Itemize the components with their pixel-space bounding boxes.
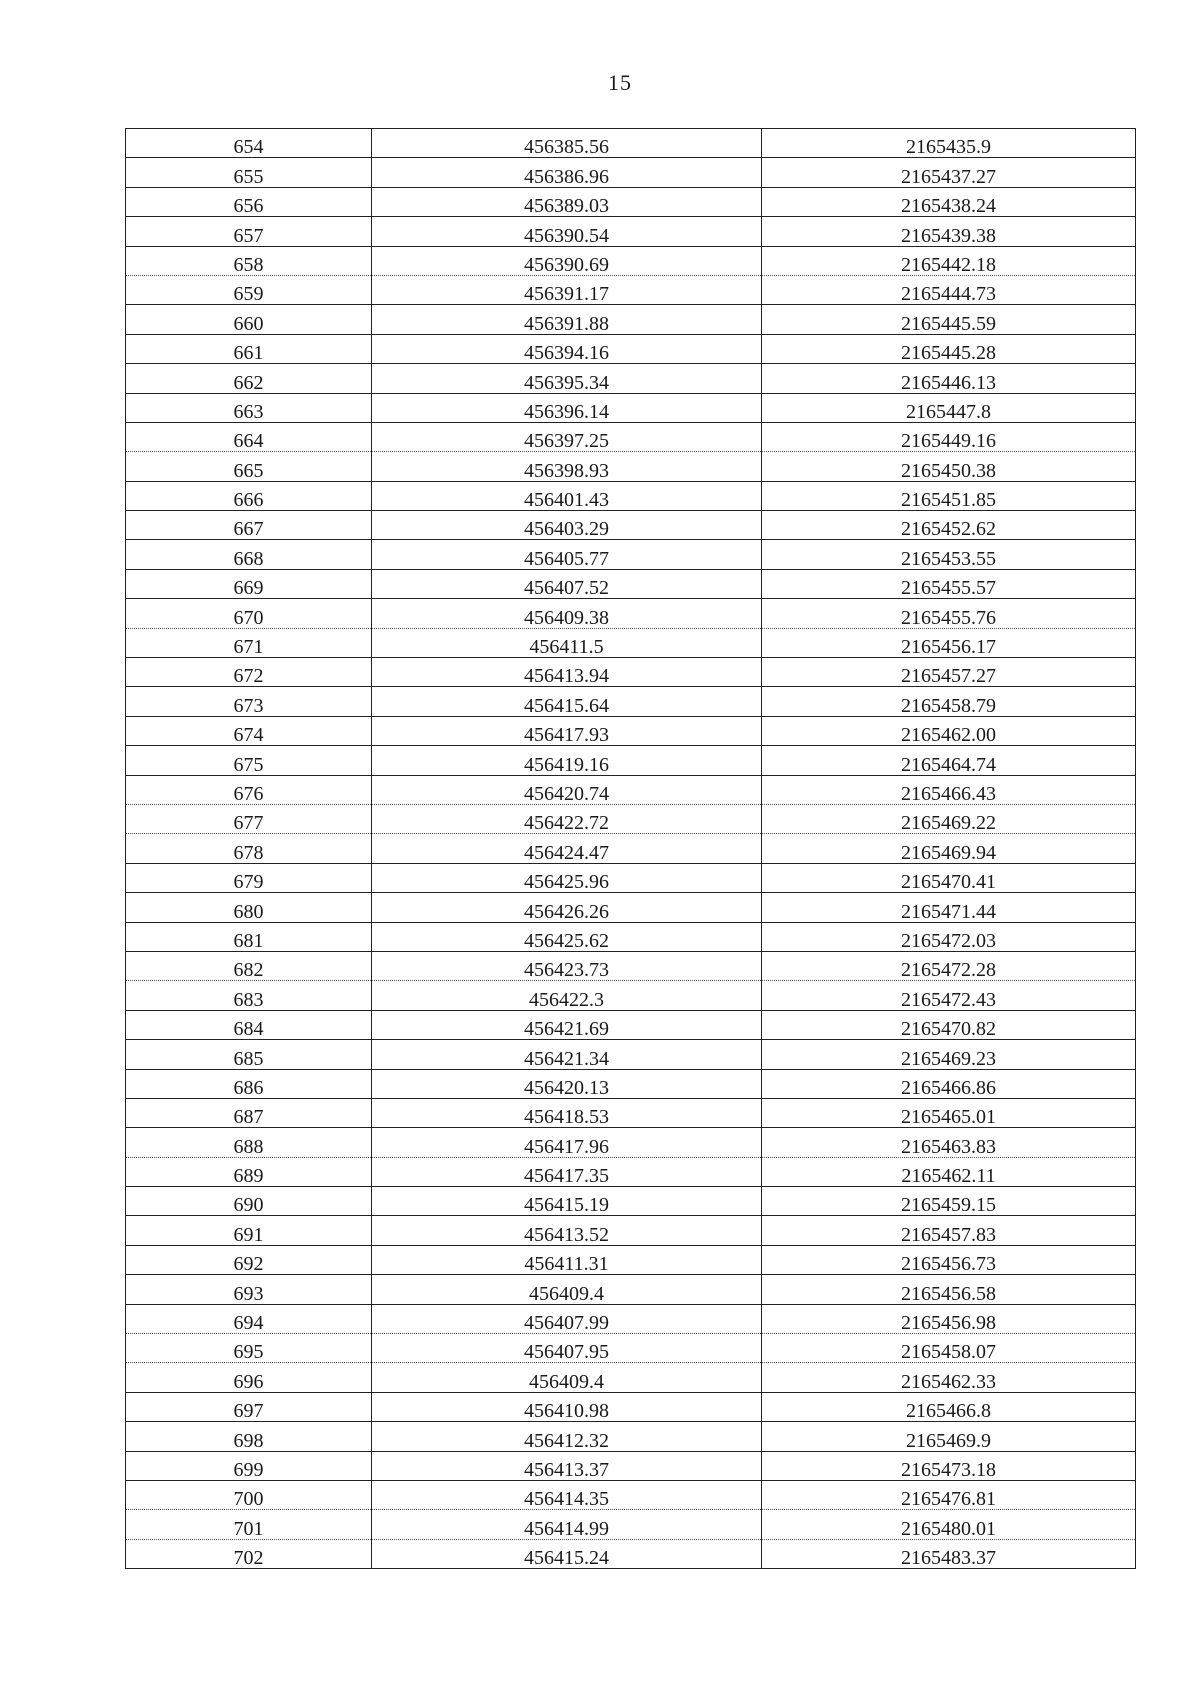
point-number-cell: 669	[126, 569, 372, 598]
x-coordinate-cell: 456397.25	[372, 422, 762, 451]
x-coordinate-cell: 456389.03	[372, 187, 762, 216]
point-number-cell: 695	[126, 1334, 372, 1363]
table-row	[126, 1216, 1136, 1245]
y-coordinate-cell: 2165466.43	[762, 775, 1136, 804]
y-coordinate-cell: 2165453.55	[762, 540, 1136, 569]
y-coordinate-cell: 2165472.03	[762, 922, 1136, 951]
x-coordinate-cell: 456395.34	[372, 364, 762, 393]
point-number-cell: 686	[126, 1069, 372, 1098]
point-number-cell: 671	[126, 628, 372, 657]
table-row	[126, 1363, 1136, 1392]
point-number-cell: 679	[126, 863, 372, 892]
y-coordinate-cell: 2165438.24	[762, 187, 1136, 216]
y-coordinate-cell: 2165458.07	[762, 1334, 1136, 1363]
x-coordinate-cell: 456425.96	[372, 863, 762, 892]
point-number-cell: 673	[126, 687, 372, 716]
y-coordinate-cell: 2165470.82	[762, 1010, 1136, 1039]
x-coordinate-cell: 456415.64	[372, 687, 762, 716]
point-number-cell: 677	[126, 804, 372, 833]
x-coordinate-cell: 456390.54	[372, 217, 762, 246]
y-coordinate-cell: 2165439.38	[762, 217, 1136, 246]
table-row	[126, 1128, 1136, 1157]
y-coordinate-cell: 2165470.41	[762, 863, 1136, 892]
x-coordinate-cell: 456410.98	[372, 1392, 762, 1421]
x-coordinate-cell: 456413.52	[372, 1216, 762, 1245]
point-number-cell: 661	[126, 334, 372, 363]
y-coordinate-cell: 2165449.16	[762, 422, 1136, 451]
point-number-cell: 689	[126, 1157, 372, 1186]
table-row	[126, 158, 1136, 187]
table-row	[126, 393, 1136, 422]
x-coordinate-cell: 456417.96	[372, 1128, 762, 1157]
point-number-cell: 687	[126, 1098, 372, 1127]
y-coordinate-cell: 2165435.9	[762, 129, 1136, 158]
x-coordinate-cell: 456396.14	[372, 393, 762, 422]
y-coordinate-cell: 2165447.8	[762, 393, 1136, 422]
y-coordinate-cell: 2165444.73	[762, 275, 1136, 304]
x-coordinate-cell: 456386.96	[372, 158, 762, 187]
table-row	[126, 599, 1136, 628]
page-number: 15	[608, 70, 632, 95]
x-coordinate-cell: 456409.4	[372, 1363, 762, 1392]
y-coordinate-cell: 2165445.28	[762, 334, 1136, 363]
x-coordinate-cell: 456422.3	[372, 981, 762, 1010]
y-coordinate-cell: 2165466.86	[762, 1069, 1136, 1098]
point-number-cell: 699	[126, 1451, 372, 1480]
table-row	[126, 658, 1136, 687]
table-row	[126, 246, 1136, 275]
x-coordinate-cell: 456409.4	[372, 1275, 762, 1304]
y-coordinate-cell: 2165472.43	[762, 981, 1136, 1010]
x-coordinate-cell: 456391.88	[372, 305, 762, 334]
table-row	[126, 1510, 1136, 1539]
table-row	[126, 893, 1136, 922]
x-coordinate-cell: 456414.99	[372, 1510, 762, 1539]
point-number-cell: 662	[126, 364, 372, 393]
point-number-cell: 658	[126, 246, 372, 275]
point-number-cell: 676	[126, 775, 372, 804]
x-coordinate-cell: 456422.72	[372, 804, 762, 833]
y-coordinate-cell: 2165476.81	[762, 1480, 1136, 1509]
point-number-cell: 683	[126, 981, 372, 1010]
y-coordinate-cell: 2165483.37	[762, 1539, 1136, 1568]
point-number-cell: 702	[126, 1539, 372, 1568]
x-coordinate-cell: 456421.69	[372, 1010, 762, 1039]
point-number-cell: 701	[126, 1510, 372, 1539]
x-coordinate-cell: 456385.56	[372, 129, 762, 158]
table-row	[126, 1304, 1136, 1333]
table-row	[126, 981, 1136, 1010]
table-row	[126, 1245, 1136, 1274]
y-coordinate-cell: 2165458.79	[762, 687, 1136, 716]
y-coordinate-cell: 2165456.58	[762, 1275, 1136, 1304]
table-row	[126, 1187, 1136, 1216]
table-row	[126, 275, 1136, 304]
table-row	[126, 187, 1136, 216]
y-coordinate-cell: 2165469.23	[762, 1040, 1136, 1069]
point-number-cell: 700	[126, 1480, 372, 1509]
table-row	[126, 422, 1136, 451]
x-coordinate-cell: 456398.93	[372, 452, 762, 481]
y-coordinate-cell: 2165462.11	[762, 1157, 1136, 1186]
x-coordinate-cell: 456418.53	[372, 1098, 762, 1127]
table-row	[126, 1069, 1136, 1098]
table-row	[126, 628, 1136, 657]
x-coordinate-cell: 456420.13	[372, 1069, 762, 1098]
y-coordinate-cell: 2165451.85	[762, 481, 1136, 510]
table-row	[126, 481, 1136, 510]
y-coordinate-cell: 2165480.01	[762, 1510, 1136, 1539]
point-number-cell: 692	[126, 1245, 372, 1274]
table-row	[126, 569, 1136, 598]
point-number-cell: 684	[126, 1010, 372, 1039]
table-row	[126, 1040, 1136, 1069]
table-row	[126, 452, 1136, 481]
table-row	[126, 1451, 1136, 1480]
point-number-cell: 667	[126, 511, 372, 540]
table-row	[126, 746, 1136, 775]
point-number-cell: 657	[126, 217, 372, 246]
point-number-cell: 696	[126, 1363, 372, 1392]
point-number-cell: 680	[126, 893, 372, 922]
x-coordinate-cell: 456417.35	[372, 1157, 762, 1186]
point-number-cell: 656	[126, 187, 372, 216]
x-coordinate-cell: 456414.35	[372, 1480, 762, 1509]
table-row	[126, 540, 1136, 569]
point-number-cell: 675	[126, 746, 372, 775]
point-number-cell: 664	[126, 422, 372, 451]
table-row	[126, 922, 1136, 951]
y-coordinate-cell: 2165457.83	[762, 1216, 1136, 1245]
table-row	[126, 834, 1136, 863]
y-coordinate-cell: 2165446.13	[762, 364, 1136, 393]
table-row	[126, 951, 1136, 980]
point-number-cell: 678	[126, 834, 372, 863]
y-coordinate-cell: 2165437.27	[762, 158, 1136, 187]
table-row	[126, 1098, 1136, 1127]
table-row	[126, 1422, 1136, 1451]
table-row	[126, 1392, 1136, 1421]
point-number-cell: 682	[126, 951, 372, 980]
y-coordinate-cell: 2165473.18	[762, 1451, 1136, 1480]
x-coordinate-cell: 456419.16	[372, 746, 762, 775]
y-coordinate-cell: 2165465.01	[762, 1098, 1136, 1127]
coordinates-table	[125, 128, 1136, 1569]
table-row	[126, 334, 1136, 363]
y-coordinate-cell: 2165472.28	[762, 951, 1136, 980]
x-coordinate-cell: 456417.93	[372, 716, 762, 745]
point-number-cell: 688	[126, 1128, 372, 1157]
x-coordinate-cell: 456407.99	[372, 1304, 762, 1333]
x-coordinate-cell: 456415.24	[372, 1539, 762, 1568]
x-coordinate-cell: 456401.43	[372, 481, 762, 510]
y-coordinate-cell: 2165464.74	[762, 746, 1136, 775]
coordinates-table-body	[126, 129, 1136, 1569]
x-coordinate-cell: 456407.52	[372, 569, 762, 598]
x-coordinate-cell: 456411.5	[372, 628, 762, 657]
y-coordinate-cell: 2165455.57	[762, 569, 1136, 598]
table-row	[126, 217, 1136, 246]
table-row	[126, 1334, 1136, 1363]
point-number-cell: 666	[126, 481, 372, 510]
y-coordinate-cell: 2165459.15	[762, 1187, 1136, 1216]
y-coordinate-cell: 2165469.94	[762, 834, 1136, 863]
point-number-cell: 672	[126, 658, 372, 687]
point-number-cell: 690	[126, 1187, 372, 1216]
table-row	[126, 1480, 1136, 1509]
point-number-cell: 668	[126, 540, 372, 569]
x-coordinate-cell: 456411.31	[372, 1245, 762, 1274]
point-number-cell: 655	[126, 158, 372, 187]
point-number-cell: 670	[126, 599, 372, 628]
point-number-cell: 691	[126, 1216, 372, 1245]
table-row	[126, 687, 1136, 716]
x-coordinate-cell: 456403.29	[372, 511, 762, 540]
y-coordinate-cell: 2165462.33	[762, 1363, 1136, 1392]
y-coordinate-cell: 2165463.83	[762, 1128, 1136, 1157]
y-coordinate-cell: 2165452.62	[762, 511, 1136, 540]
x-coordinate-cell: 456425.62	[372, 922, 762, 951]
x-coordinate-cell: 456412.32	[372, 1422, 762, 1451]
x-coordinate-cell: 456394.16	[372, 334, 762, 363]
point-number-cell: 674	[126, 716, 372, 745]
x-coordinate-cell: 456413.94	[372, 658, 762, 687]
x-coordinate-cell: 456413.37	[372, 1451, 762, 1480]
point-number-cell: 698	[126, 1422, 372, 1451]
point-number-cell: 665	[126, 452, 372, 481]
x-coordinate-cell: 456409.38	[372, 599, 762, 628]
point-number-cell: 693	[126, 1275, 372, 1304]
y-coordinate-cell: 2165457.27	[762, 658, 1136, 687]
x-coordinate-cell: 456391.17	[372, 275, 762, 304]
y-coordinate-cell: 2165462.00	[762, 716, 1136, 745]
x-coordinate-cell: 456405.77	[372, 540, 762, 569]
y-coordinate-cell: 2165445.59	[762, 305, 1136, 334]
table-row	[126, 305, 1136, 334]
y-coordinate-cell: 2165442.18	[762, 246, 1136, 275]
point-number-cell: 659	[126, 275, 372, 304]
table-row	[126, 511, 1136, 540]
y-coordinate-cell: 2165456.73	[762, 1245, 1136, 1274]
y-coordinate-cell: 2165469.22	[762, 804, 1136, 833]
table-row	[126, 1275, 1136, 1304]
table-row	[126, 863, 1136, 892]
point-number-cell: 681	[126, 922, 372, 951]
table-row	[126, 1157, 1136, 1186]
x-coordinate-cell: 456390.69	[372, 246, 762, 275]
x-coordinate-cell: 456423.73	[372, 951, 762, 980]
point-number-cell: 694	[126, 1304, 372, 1333]
table-row	[126, 1010, 1136, 1039]
point-number-cell: 685	[126, 1040, 372, 1069]
x-coordinate-cell: 456424.47	[372, 834, 762, 863]
point-number-cell: 663	[126, 393, 372, 422]
y-coordinate-cell: 2165466.8	[762, 1392, 1136, 1421]
x-coordinate-cell: 456426.26	[372, 893, 762, 922]
y-coordinate-cell: 2165471.44	[762, 893, 1136, 922]
point-number-cell: 654	[126, 129, 372, 158]
table-row	[126, 716, 1136, 745]
y-coordinate-cell: 2165456.98	[762, 1304, 1136, 1333]
table-row	[126, 129, 1136, 158]
y-coordinate-cell: 2165456.17	[762, 628, 1136, 657]
point-number-cell: 660	[126, 305, 372, 334]
x-coordinate-cell: 456420.74	[372, 775, 762, 804]
x-coordinate-cell: 456415.19	[372, 1187, 762, 1216]
y-coordinate-cell: 2165455.76	[762, 599, 1136, 628]
x-coordinate-cell: 456407.95	[372, 1334, 762, 1363]
table-row	[126, 1539, 1136, 1568]
y-coordinate-cell: 2165450.38	[762, 452, 1136, 481]
table-row	[126, 775, 1136, 804]
y-coordinate-cell: 2165469.9	[762, 1422, 1136, 1451]
point-number-cell: 697	[126, 1392, 372, 1421]
table-row	[126, 804, 1136, 833]
x-coordinate-cell: 456421.34	[372, 1040, 762, 1069]
table-row	[126, 364, 1136, 393]
